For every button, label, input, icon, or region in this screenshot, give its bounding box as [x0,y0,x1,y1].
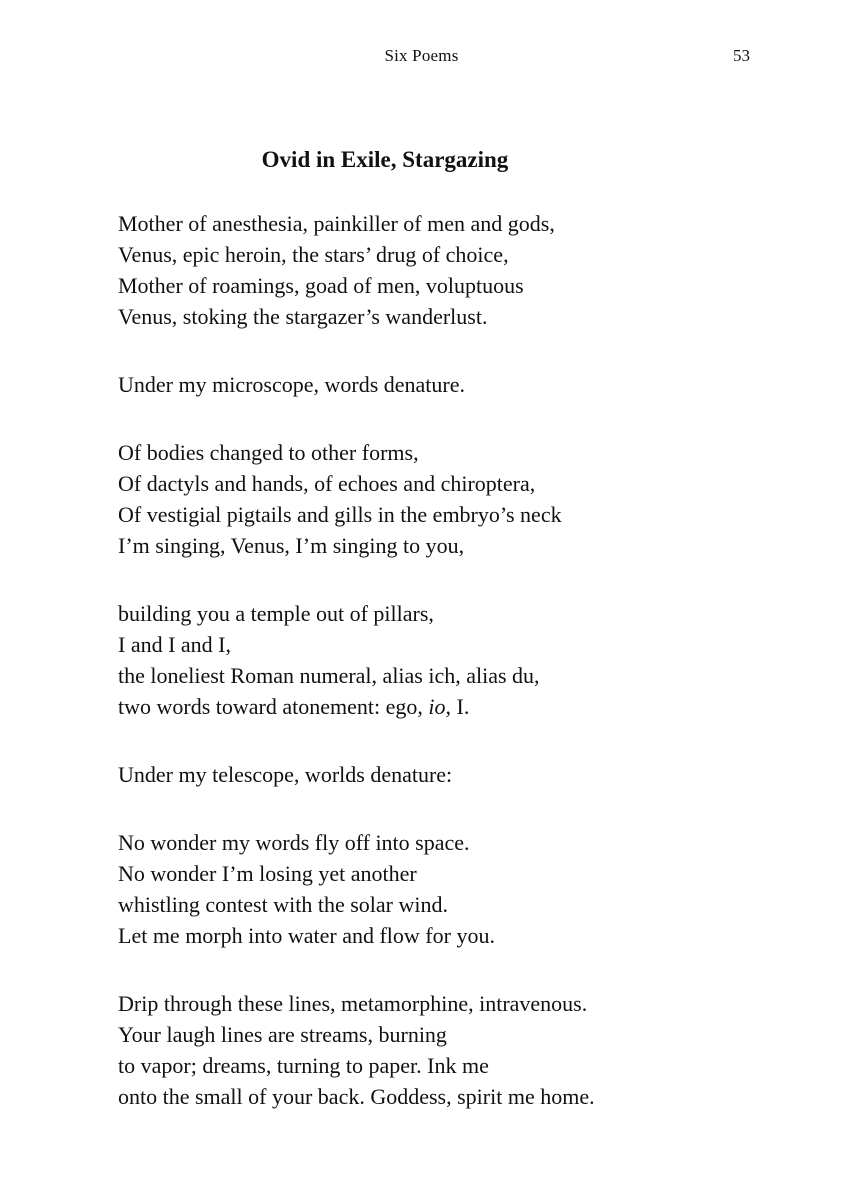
poem-line: Venus, stoking the stargazer’s wanderlust. [118,304,488,329]
stanza-7 [118,988,798,1112]
running-head-title: Six Poems [384,46,459,65]
poem-line: whistling contest with the solar wind. [118,892,448,917]
poem-line: onto the small of your back. Goddess, spirit me home. [118,1084,595,1109]
stanza-4 [118,598,798,722]
poem-line: No wonder I’m losing yet another [118,861,417,886]
poem-line: I’m singing, Venus, I’m singing to you, [118,533,465,558]
poem-line: the loneliest Roman numeral, alias ich, alias du, [118,663,540,688]
poem-line: Drip through these lines, metamorphine, intravenous. [118,991,588,1016]
poem-line: No wonder my words fly off into space. [118,830,470,855]
poem-line: Your laugh lines are streams, burning [118,1022,447,1047]
poem-line-mixed [118,691,798,722]
poem-line: Mother of anesthesia, painkiller of men and gods, [118,211,555,236]
stanza-3 [118,437,798,561]
page-number: 53 [733,46,750,65]
poem-line: Under my telescope, worlds denature: [118,762,453,787]
poem-line: Under my microscope, words denature. [118,372,466,397]
italic-word: io [428,694,446,719]
poem-line: Let me morph into water and flow for you. [118,923,495,948]
poem-title: Ovid in Exile, Stargazing [261,147,509,172]
poem-line: Mother of roamings, goad of men, voluptuous [118,273,524,298]
poem-line: Of bodies changed to other forms, [118,440,419,465]
stanza-6 [118,827,798,951]
poem-body [118,208,798,1149]
poem-line: building you a temple out of pillars, [118,601,434,626]
line-segment: two words toward atonement: ego, [118,694,429,719]
stanza-1 [118,208,798,332]
stanza-2 [118,369,798,400]
poem-line: to vapor; dreams, turning to paper. Ink me [118,1053,489,1078]
poem-line: Venus, epic heroin, the stars’ drug of choice, [118,242,509,267]
stanza-5 [118,759,798,790]
poem-line: Of dactyls and hands, of echoes and chiroptera, [118,471,536,496]
poem-line: Of vestigial pigtails and gills in the embryo’s neck [118,502,562,527]
line-segment: , I. [445,694,470,719]
poem-line: I and I and I, [118,632,232,657]
